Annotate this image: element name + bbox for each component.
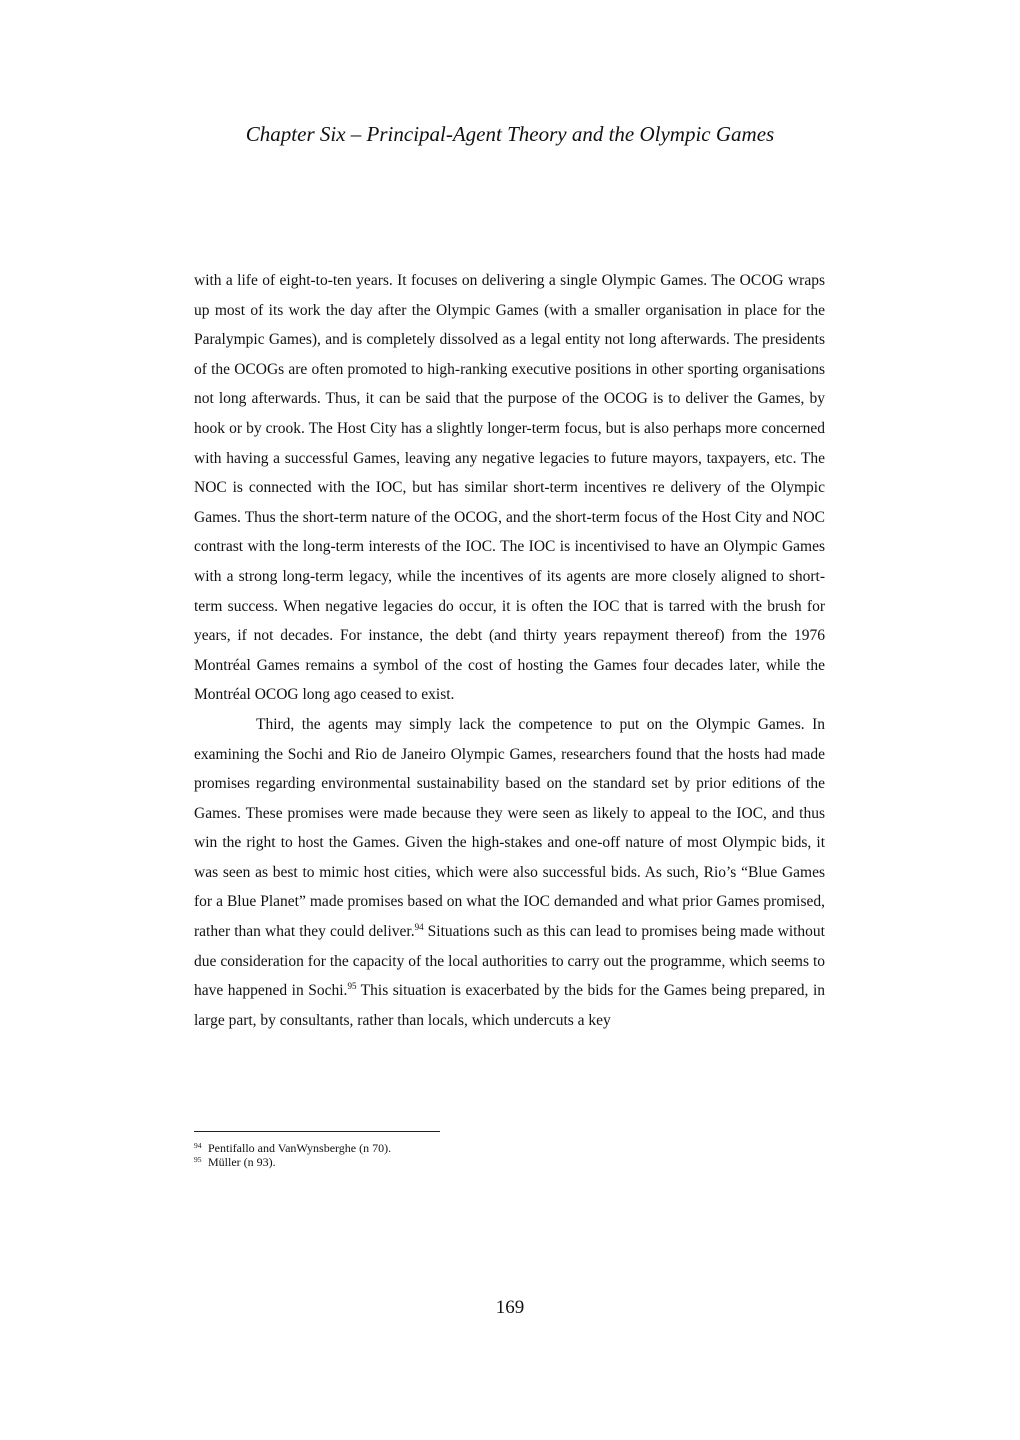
- footnotes: [194, 1141, 825, 1169]
- footnote-reference[interactable]: 94: [414, 922, 424, 933]
- paragraph-text: Situations such as this can lead to promises being made without due consideration for the capacity of the local authorities to carry out the programme, which seems to have happened in Sochi.: [194, 923, 825, 1000]
- body-paragraph: with a life of eight-to-ten years. It focuses on delivering a single Olympic Games. The OCOG wraps up most of its work the day after the Olympic Games (with a smaller organisation in place for the Paralympic Games), and is completely dissolved as a legal entity not long afterwards. The presidents of the OCOGs are often promoted to high-ranking executive positions in other sporting organisations not long afterwards. Thus, it can be said that the purpose of the OCOG is to deliver the Games, by hook or by crook. The Host City has a slightly longer-term focus, but is also perhaps more concerned with having a successful Games, leaving any negative legacies to future mayors, taxpayers, etc. The NOC is connected with the IOC, but has similar short-term incentives re delivery of the Olympic Games. Thus the short-term nature of the OCOG, and the short-term focus of the Host City and NOC contrast with the long-term interests of the IOC. The IOC is incentivised to have an Olympic Games with a strong long-term legacy, while the incentives of its agents are more closely aligned to short-term success. When negative legacies do occur, it is often the IOC that is tarred with the brush for years, if not decades. For instance, the debt (and thirty years repayment thereof) from the 1976 Montréal Games remains a symbol of the cost of hosting the Games four decades later, while the Montréal OCOG long ago ceased to exist.: [194, 272, 825, 704]
- footnote-separator: [194, 1131, 440, 1132]
- footnote-reference[interactable]: 95: [347, 981, 357, 992]
- footnote-text: Pentifallo and VanWynsberghe (n 70).: [208, 1141, 392, 1155]
- main-text: [194, 266, 825, 1035]
- paragraph-text: Third, the agents may simply lack the competence to put on the Olympic Games. In examining the Sochi and Rio de Janeiro Olympic Games, researchers found that the hosts had made promises regarding environmental sustainability based on the standard set by prior editions of the Games. These promises were made because they were seen as likely to appeal to the IOC, and thus win the right to host the Games. Given the high-stakes and one-off nature of most Olympic bids, it was seen as best to mimic host cities, which were also successful bids. As such, Rio’s “Blue Games for a Blue Planet” made promises based on what the IOC demanded and what prior Games promised, rather than what they could deliver.: [194, 715, 825, 941]
- page-number: 169: [495, 1297, 525, 1318]
- paragraph-text: This situation is exacerbated by the bids for the Games being prepared, in large part, by consultants, rather than locals, which undercuts a key: [194, 982, 826, 1029]
- running-header: Chapter Six – Principal-Agent Theory and the Olympic Games: [245, 122, 775, 146]
- footnote: 94 Pentifallo and VanWynsberghe (n 70).: [194, 1141, 392, 1155]
- footnote: 95 Müller (n 93).: [194, 1155, 276, 1169]
- footnote-text: Müller (n 93).: [208, 1155, 276, 1169]
- body-paragraph: [194, 710, 825, 1036]
